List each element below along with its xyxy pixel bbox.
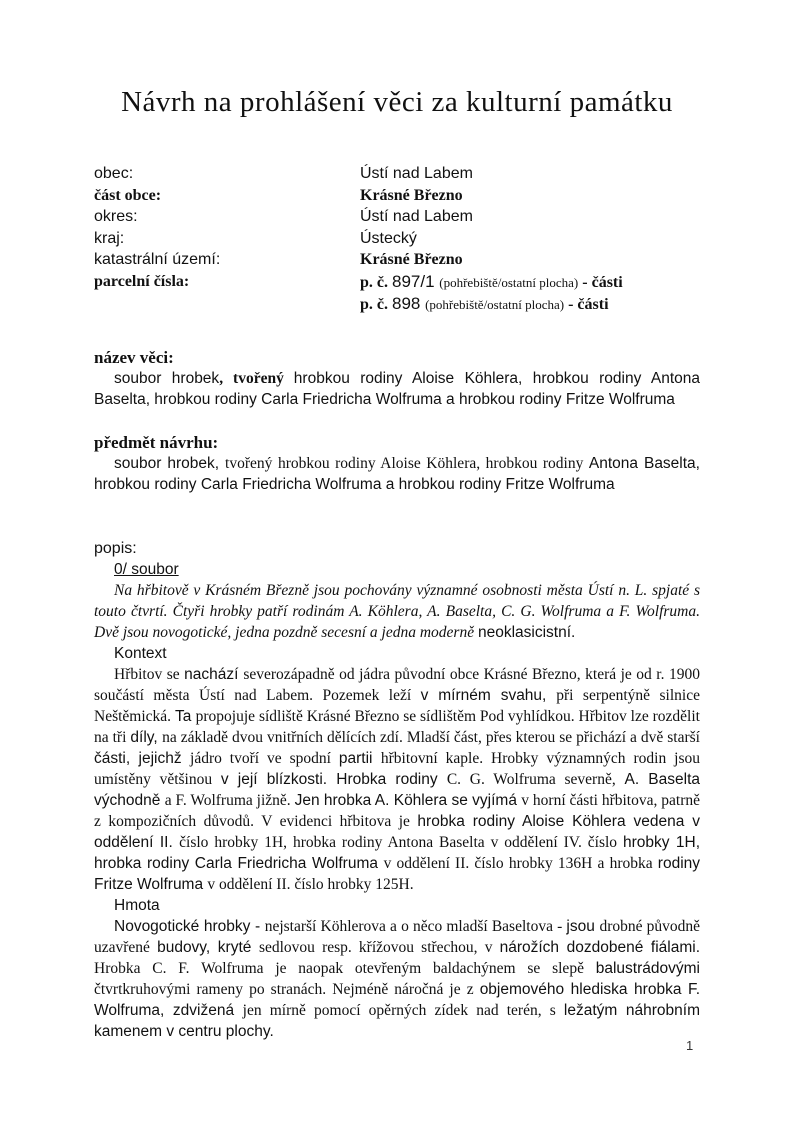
field-label: část obce: bbox=[94, 186, 162, 204]
paragraph-predmet-navrhu: soubor hrobek, tvořený hrobkou rodiny Aloise Köhlera, hrobkou rodiny Antona Baselta, hrobkou rodiny Carla Friedricha Wolfruma a hrobkou rodiny Fritze Wolfruma bbox=[94, 454, 700, 493]
field-row-okres bbox=[94, 206, 700, 228]
section-popis bbox=[94, 538, 700, 1042]
field-label: parcelní čísla: bbox=[94, 272, 190, 290]
paragraph-nazev-veci: soubor hrobek, tvořený hrobkou rodiny Aloise Köhlera, hrobkou rodiny Antona Baselta, hrobkou rodiny Carla Friedricha Wolfruma a hrobkou rodiny Fritze Wolfruma bbox=[94, 369, 700, 408]
field-row-kraj bbox=[94, 228, 700, 250]
section-heading-predmet-navrhu: předmět návrhu: bbox=[94, 432, 219, 452]
field-label: okres: bbox=[94, 208, 138, 225]
field-label bbox=[94, 293, 360, 316]
section-predmet-navrhu bbox=[94, 432, 700, 495]
subheading-hmota: Hmota bbox=[114, 896, 160, 914]
field-value: p. č. 898 (pohřebiště/ostatní plocha) - části bbox=[360, 294, 609, 313]
field-value: Ústecký bbox=[360, 229, 417, 247]
field-row-obec bbox=[94, 163, 700, 185]
document-title: Návrh na prohlášení věci za kulturní památku bbox=[121, 86, 673, 118]
paragraph-kontext: Hřbitov se nachází severozápadně od jádra původní obce Krásné Březno, která je od r. 1900 součástí města Ústí nad Labem. Pozemek leží v mírném svahu, při serpentýně silnice Neštěmická. Ta propojuje sídliště Krásné Březno se sídlištěm Pod vyhlídkou. Hřbitov lze rozdělit na tři díly, na základě dvou vnitřních dělících zdí. Mladší část, přes kterou se přichází a dvě starší části, jejichž jádro tvoří ve spodní partii hřbitovní kaple. Hrobky významných rodin jsou umístěny většinou v její blízkosti. Hrobka rodiny C. G. Wolfruma severně, A. Baselta východně a F. Wolfruma jižně. Jen hrobka A. Köhlera se vyjímá v horní části hřbitova, patrně z kompozičních důvodů. V evidenci hřbitova je hrobka rodiny Aloise Köhlera vedena v oddělení II. číslo hrobky 1H, hrobka rodiny Antona Baselta v oddělení IV. číslo hrobky 1H, hrobka rodiny Carla Friedricha Wolfruma v oddělení II. číslo hrobky 136H a hrobka rodiny Fritze Wolfruma v oddělení II. číslo hrobky 125H. bbox=[94, 665, 701, 893]
field-value: Krásné Březno bbox=[360, 186, 463, 204]
field-row-katastralni-uzemi bbox=[94, 249, 700, 271]
paragraph-soubor: Na hřbitově v Krásném Březně jsou pochovány významné osobnosti města Ústí n. L. spjaté s touto čtvrtí. Čtyři hrobky patří rodinám A. Köhlera, A. Baselta, C. G. Wolfruma a F. Wolfruma. Dvě jsou novogotické, jedna pozdně secesní a jedna moderně neoklasicistní. bbox=[94, 581, 700, 641]
field-row-parcelni-cisla-2 bbox=[94, 293, 700, 316]
section-nazev-veci bbox=[94, 347, 700, 410]
field-label: obec: bbox=[94, 165, 134, 182]
field-value: Krásné Březno bbox=[360, 251, 463, 268]
field-label: kraj: bbox=[94, 229, 125, 247]
section-heading-nazev-veci: název věci: bbox=[94, 347, 174, 367]
field-value: Ústí nad Labem bbox=[360, 208, 473, 225]
field-row-parcelni-cisla bbox=[94, 271, 700, 294]
subheading-soubor-label: 0/ soubor bbox=[114, 560, 179, 578]
field-row-cast-obce bbox=[94, 185, 700, 207]
field-label: katastrální území: bbox=[94, 251, 221, 268]
field-value: p. č. 897/1 (pohřebiště/ostatní plocha) - části bbox=[360, 271, 623, 291]
section-heading-popis: popis: bbox=[94, 539, 137, 557]
subheading-kontext: Kontext bbox=[114, 644, 167, 662]
header-fields bbox=[94, 163, 700, 316]
paragraph-hmota: Novogotické hrobky - nejstarší Köhlerova a o něco mladší Baseltova - jsou drobné původně uzavřené budovy, kryté sedlovou resp. křížovou střechou, v nárožích dozdobené fiálami. Hrobka C. F. Wolfruma je naopak otevřeným baldachýnem se slepě balustrádovými čtvrtkruhovými rameny po stranách. Nejméně náročná je z objemového hlediska hrobka F. Wolfruma, zdvižená jen mírně pomocí opěrných zídek nad terén, s ležatým náhrobním kamenem v centru plochy. bbox=[94, 917, 701, 1040]
subheading-soubor bbox=[94, 559, 700, 580]
field-value: Ústí nad Labem bbox=[360, 165, 473, 182]
page-number: 1 bbox=[686, 1038, 694, 1053]
